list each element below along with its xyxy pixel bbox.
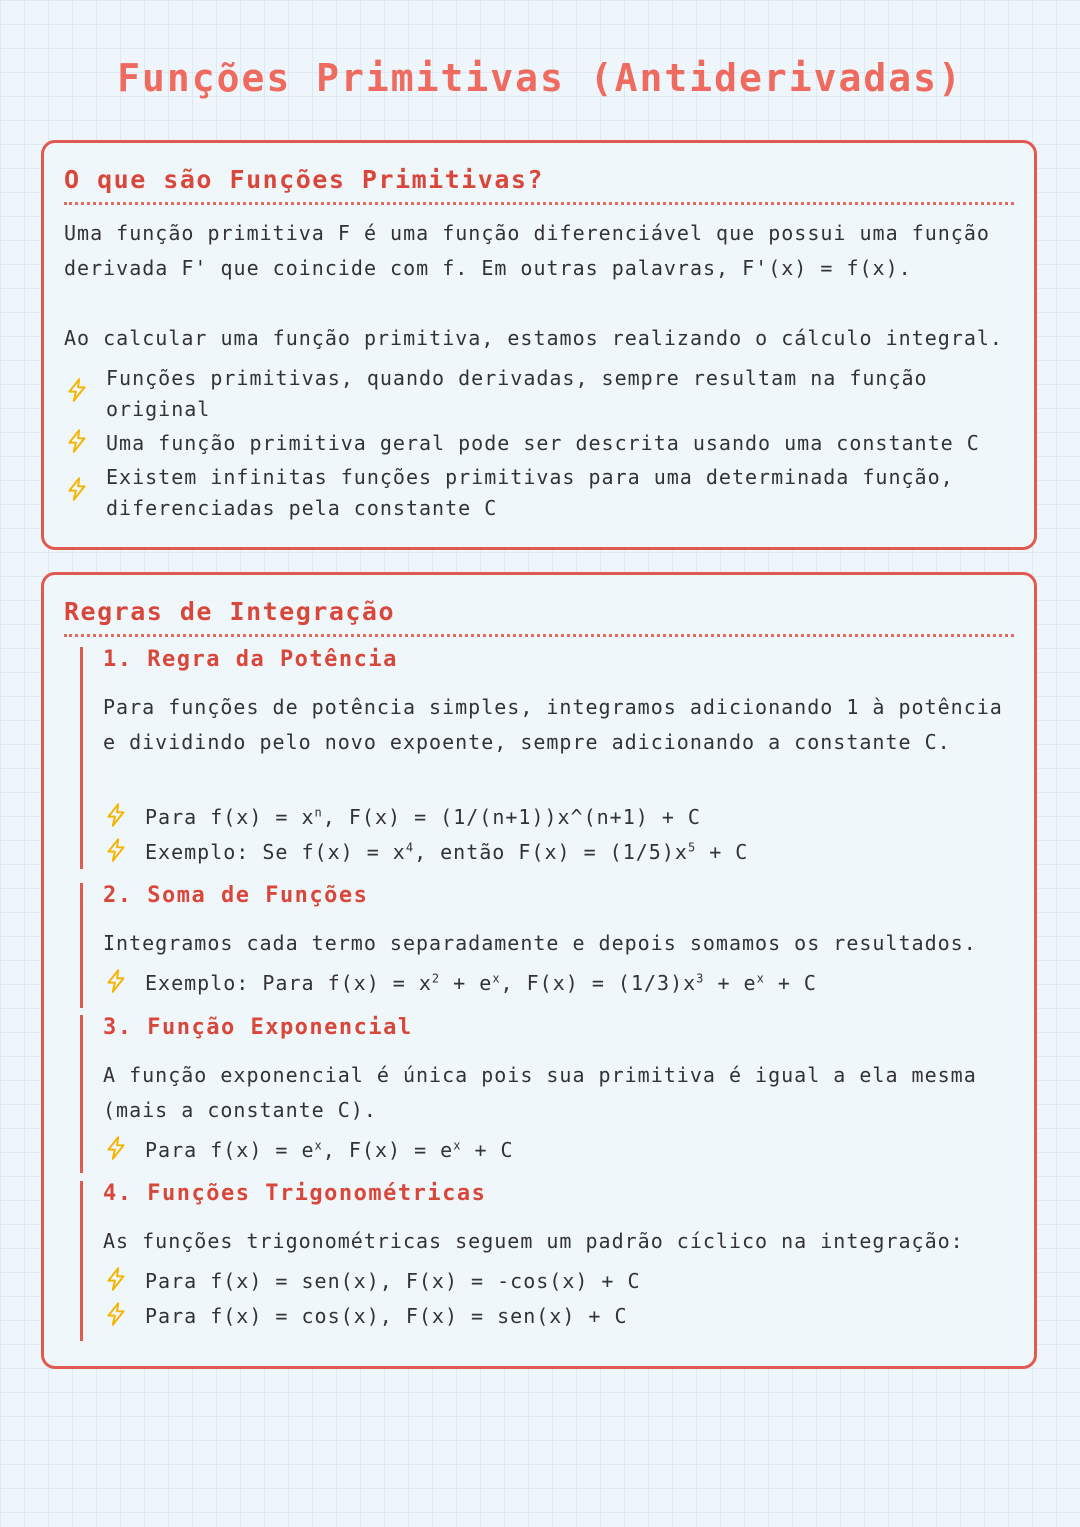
lightning-bolt-icon — [103, 1266, 129, 1292]
integral-paragraph: Ao calcular uma função primitiva, estamos realizando o cálculo integral. — [64, 326, 1003, 350]
rule-text: As funções trigonométricas seguem um padrão cíclico na integração: — [103, 1229, 964, 1253]
definition-paragraph: Uma função primitiva F é uma função diferenciável que possui uma função derivada F' que coincide com f. Em outras palavras, F'(x) = f(x). — [64, 221, 990, 280]
rule-text: A função exponencial é única pois sua primitiva é igual a ela mesma (mais a constante C). — [103, 1063, 977, 1122]
rule-text: Para funções de potência simples, integramos adicionando 1 à potência e dividindo pelo novo expoente, sempre adicionando a constante C. — [103, 695, 1003, 754]
formula-text: Para f(x) = cos(x), F(x) = sen(x) + C — [145, 1304, 628, 1328]
list-item-text: Existem infinitas funções primitivas para uma determinada função, diferenciadas pela constante C — [106, 465, 954, 520]
rule-sum — [80, 883, 1013, 1008]
rule-trigonometric — [80, 1181, 1013, 1341]
list-item-text: Uma função primitiva geral pode ser descrita usando uma constante C — [106, 431, 980, 455]
lightning-bolt-icon — [103, 968, 129, 994]
lightning-bolt-icon — [103, 802, 129, 828]
rule-title: 2. Soma de Funções — [103, 883, 369, 908]
formula-text: Exemplo: Para $f(x) = x^2 + e^x$, $F(x) = (1/3)x^3 + e^x + C$ — [145, 971, 817, 995]
list-item-text: Funções primitivas, quando derivadas, sempre resultam na função original — [106, 366, 928, 421]
formula-text: Para $f(x) = e^x$, $F(x) = e^x + C$ — [145, 1138, 514, 1162]
lightning-bolt-icon — [64, 476, 90, 502]
lightning-bolt-icon — [64, 428, 90, 454]
rule-exponential — [80, 1015, 1013, 1173]
lightning-bolt-icon — [64, 377, 90, 403]
formula-item — [103, 837, 1013, 868]
list-item — [64, 428, 1010, 459]
formula-item — [103, 968, 1013, 999]
integration-rules-card — [41, 572, 1037, 1369]
lightning-bolt-icon — [103, 1301, 129, 1327]
formula-text: Para $f(x) = x^n$, F(x) = (1/(n+1))x^(n+1) + C — [145, 805, 701, 829]
lightning-bolt-icon — [103, 837, 129, 863]
rule-title: 1. Regra da Potência — [103, 647, 398, 672]
formula-item — [103, 1266, 1013, 1297]
integration-rules-title: Regras de Integração — [64, 597, 1014, 637]
list-item — [64, 462, 1010, 524]
page-title: Funções Primitivas (Antiderivadas) — [117, 56, 963, 100]
rule-power — [80, 647, 1013, 869]
definition-card — [41, 140, 1037, 550]
rule-title: 4. Funções Trigonométricas — [103, 1181, 487, 1206]
formula-text: Para f(x) = sen(x), F(x) = -cos(x) + C — [145, 1269, 641, 1293]
formula-item — [103, 1301, 1013, 1332]
formula-item — [103, 802, 1013, 833]
rule-text: Integramos cada termo separadamente e depois somamos os resultados. — [103, 931, 977, 955]
lightning-bolt-icon — [103, 1135, 129, 1161]
formula-text: Exemplo: Se $f(x) = x^4$, então $F(x) = (1/5)x^5 + C$ — [145, 840, 749, 864]
formula-item — [103, 1135, 1013, 1166]
definition-card-title: O que são Funções Primitivas? — [64, 165, 1014, 205]
list-item — [64, 363, 1010, 425]
rule-title: 3. Função Exponencial — [103, 1015, 413, 1040]
